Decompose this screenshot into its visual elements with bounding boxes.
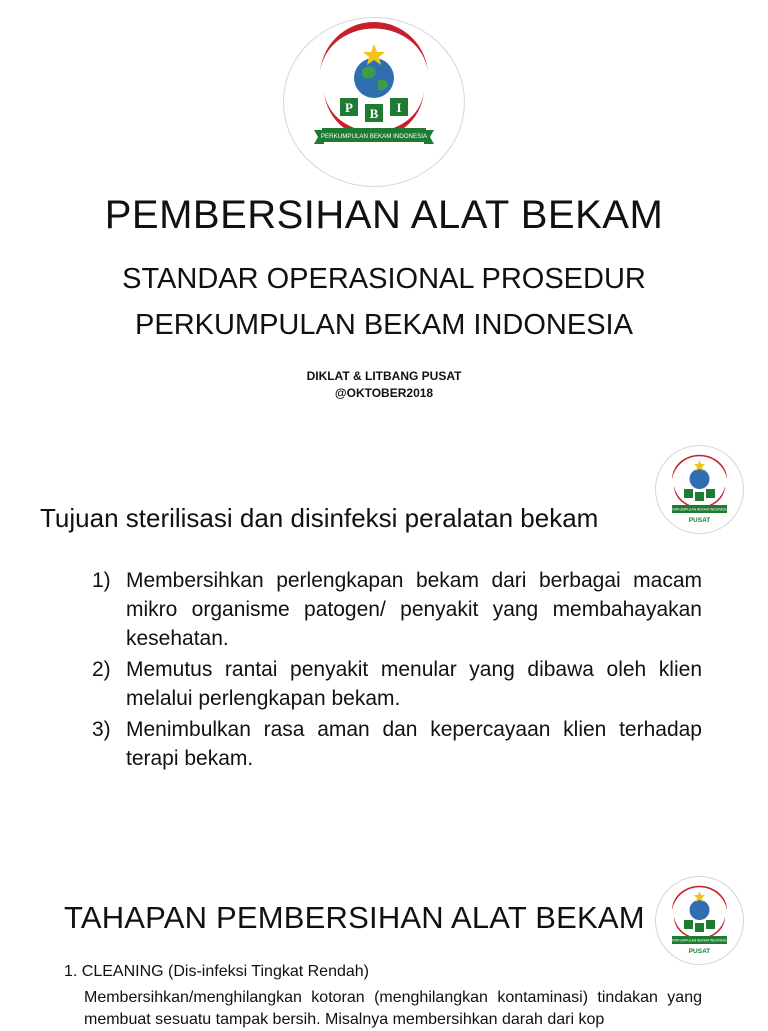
globe-icon: [354, 58, 394, 98]
list-item-text: Memutus rantai penyakit menular yang dibawa oleh klien melalui perlengkapan bekam.: [126, 658, 702, 710]
title-slide: [0, 0, 768, 430]
globe-icon: [690, 469, 710, 489]
logo-letter-i: I: [396, 100, 402, 115]
pbi-logo: [283, 17, 465, 187]
step-1-body: Membersihkan/menghilangkan kotoran (menghilangkan kontaminasi) tindakan yang membuat sesuatu tampak bersih. Misalnya membersihkan darah dari kop: [84, 989, 702, 1028]
list-item-number: 3): [92, 718, 111, 741]
logo-banner-text: PERKUMPULAN BEKAM INDONESIA: [670, 938, 729, 943]
subtitle-line-2: PERKUMPULAN BEKAM INDONESIA: [135, 309, 633, 341]
globe-icon: [690, 900, 710, 920]
logo-caption: PUSAT: [688, 948, 711, 955]
list-item: [92, 715, 702, 773]
logo-letter-p: P: [345, 100, 353, 115]
objectives-heading: Tujuan sterilisasi dan disinfeksi peralatan bekam: [40, 503, 599, 533]
pbi-logo-small: [655, 445, 744, 534]
subtitle-line-1: STANDAR OPERASIONAL PROSEDUR: [122, 263, 646, 295]
list-item-text: Membersihkan perlengkapan bekam dari berbagai macam mikro organisme patogen/ penyakit yang membahayakan kesehatan.: [126, 569, 702, 650]
pbi-letters: [340, 98, 408, 122]
pbi-logo-small-graphic: [656, 446, 743, 533]
list-item-number: 2): [92, 658, 111, 681]
logo-letter-b: B: [369, 106, 379, 121]
list-item: [92, 566, 702, 653]
stages-heading: TAHAPAN PEMBERSIHAN ALAT BEKAM: [64, 900, 645, 935]
list-item-number: 1): [92, 569, 111, 592]
department-label: DIKLAT & LITBANG PUSAT: [306, 369, 462, 383]
presentation-title: PEMBERSIHAN ALAT BEKAM: [104, 193, 664, 237]
objectives-list: [92, 566, 702, 775]
list-item-text: Menimbulkan rasa aman dan kepercayaan klien terhadap terapi bekam.: [126, 718, 702, 770]
logo-banner-text: PERKUMPULAN BEKAM INDONESIA: [320, 133, 428, 140]
pbi-logo-graphic: [284, 18, 464, 186]
list-item: [92, 655, 702, 713]
logo-banner: [314, 128, 434, 144]
pbi-logo-small: [655, 876, 744, 965]
logo-caption: PUSAT: [688, 517, 711, 524]
pbi-logo-small-graphic: [656, 877, 743, 964]
step-1-title: 1. CLEANING (Dis-infeksi Tingkat Rendah): [64, 963, 369, 980]
logo-banner-text: PERKUMPULAN BEKAM INDONESIA: [670, 507, 729, 512]
date-label: @OKTOBER2018: [334, 386, 434, 400]
